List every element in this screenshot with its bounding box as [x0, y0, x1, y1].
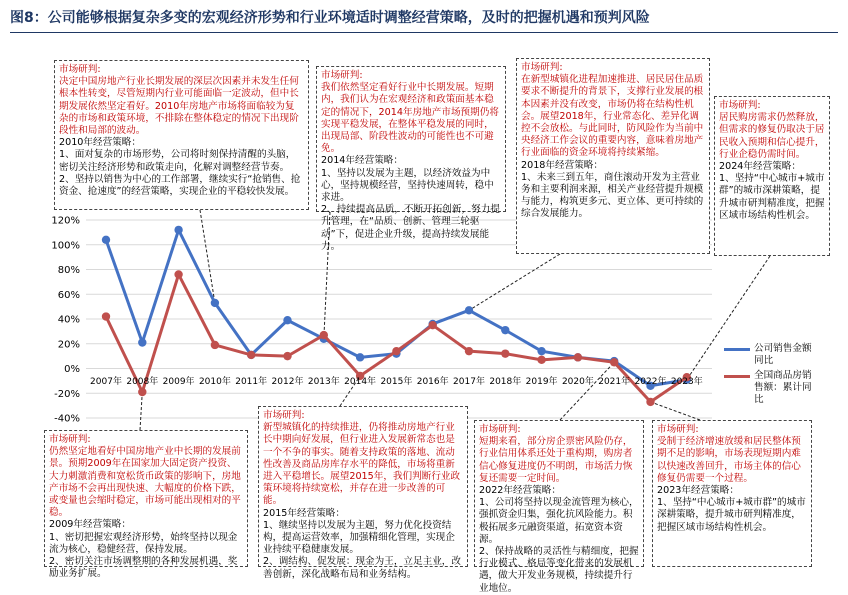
legend-label: 全国商品房销售额：累计同比 [754, 370, 812, 405]
x-tick-label: 2007年 [90, 377, 122, 387]
annotation-tag: 市场研判: [657, 424, 699, 435]
annotation-strategy-item: 2、保持战略的灵活性与精细度，把握行业模式、格局等变化带来的发展机遇，做大开发业务规模，持续提升行业地位。 [479, 546, 639, 594]
connector-line [140, 392, 142, 430]
x-tick-label: 2009年 [162, 377, 195, 387]
data-point [465, 306, 473, 314]
legend-label: 公司销售金额同比 [754, 343, 812, 366]
annotation-judgement: 受制于经济增速放缓和居民整体预期不足的影响，市场表现短期内难以快速改善回升，市场主体的信心修复仍需要一个过程。 [657, 436, 801, 484]
data-point [501, 326, 509, 334]
annotation-judgement: 仍然坚定地看好中国房地产业中长期的发展前景。预期2009年在国家加大固定资产投资、大力刺激消费和宽松货币政策的影响下，房地产市场不会再出现快速、大幅度的价格下跌，或变量也会缩时稳定，市场可能出现相对的平稳。 [49, 446, 241, 519]
x-tick-label: 2020年 [561, 377, 594, 387]
annotation-box-2022 [474, 420, 644, 594]
y-tick-labels [51, 216, 80, 425]
data-point [174, 226, 182, 234]
x-tick-label: 2023年 [670, 377, 703, 387]
y-tick-label: -40% [54, 413, 80, 425]
data-point [574, 353, 582, 361]
annotation-judgement: 我们依然坚定看好行业中长期发展。短期内，我们认为在宏观经济和政策面基本稳定的情况下，2014年房地产市场预期仍将实现平稳发展，在整体平稳发展的同时，出现局部、阶段性波动的可能性也不可避免。 [321, 82, 499, 155]
annotation-judgement: 居民购房需求仍然释放，但需求的修复仍取决于居民收入预期和信心提升，行业企稳仍需时间。 [719, 112, 825, 160]
data-point [283, 316, 291, 324]
annotation-tag: 市场研判: [719, 100, 761, 111]
x-tick-label: 2021年 [598, 377, 631, 387]
annotation-strategy-item: 1、未来三到五年，商住滚动开发为主营业务和主要利润来源，相关产业经营提升规模与能力，构筑更多元、更立体、更可持续的综合发展能力。 [521, 171, 704, 220]
y-tick-label: 40% [57, 314, 80, 326]
annotation-strategy-title: 2015年经营策略： [263, 507, 345, 519]
legend-item-company [724, 343, 820, 367]
annotation-tag: 市场研判: [49, 434, 91, 445]
connector-line [560, 362, 614, 420]
annotation-strategy-item: 1、密切把握宏观经济形势，始终坚持以现金流为核心，稳健经营，保持发展。 [49, 531, 238, 555]
annotation-tag: 市场研判: [321, 70, 363, 81]
y-tick-label: 100% [51, 240, 80, 252]
annotation-strategy-item: 2、持续提高品质，不断开拓创新，努力提升管理，在“品质、创新、管理三轮驱动”下，促进企业升级，提高持续发展能力。 [321, 204, 500, 252]
x-tick-label: 2013年 [307, 377, 340, 387]
annotation-tag: 市场研判: [263, 410, 305, 421]
annotation-box-2024 [714, 96, 830, 256]
annotation-strategy-title: 2022年经营策略： [479, 485, 561, 497]
annotation-strategy-title: 2024年经营策略： [719, 161, 801, 173]
annotation-strategy-item: 1、公司将坚持以现金流管理为核心，强抓资金归集，强化抗风险能力。积极拓展多元融资渠道，拓宽资本资源。 [479, 497, 639, 545]
annotation-box-2009 [44, 430, 248, 580]
y-tick-label: 120% [51, 215, 80, 227]
data-point [211, 299, 219, 307]
annotation-strategy-item: 1、继续坚持以发展为主题，努力优化投资结构，提高运营效率，加强精细化管理，实现企业持续平稳健康发展。 [263, 519, 455, 556]
annotation-box-2014 [316, 66, 506, 252]
data-point [610, 358, 618, 366]
annotation-box-2023 [652, 420, 812, 567]
data-point [356, 353, 364, 361]
data-point [537, 356, 545, 364]
y-tick-label: 60% [57, 289, 80, 301]
data-point [320, 331, 328, 339]
x-tick-label: 2010年 [198, 377, 231, 387]
annotation-strategy-item: 1、面对复杂的市场形势，公司将时刻保持清醒的头脑，密切关注经济形势和政策走向，化解对调整经营节奏。 [59, 149, 296, 173]
x-tick-labels [90, 375, 703, 387]
legend-item-national [724, 370, 820, 406]
x-tick-label: 2022年 [634, 377, 667, 387]
legend-swatch-national [724, 375, 750, 378]
annotation-box-2018 [516, 58, 710, 254]
x-tick-label: 2014年 [344, 377, 377, 387]
annotation-judgement: 短期来看，部分房企票密风险仍存，行业信用体系还处于重构期，购房者信心修复进度仍不明朗，市场活力恢复还需要一定时间。 [479, 436, 633, 484]
annotation-strategy-title: 2023年经营策略： [657, 485, 739, 497]
annotation-strategy-title: 2010年经营策略： [59, 137, 141, 149]
data-point [646, 398, 654, 406]
x-tick-label: 2011年 [235, 377, 268, 387]
data-point [211, 341, 219, 349]
data-point [429, 321, 437, 329]
legend-swatch-company [724, 348, 750, 351]
annotation-box-2015 [258, 406, 468, 580]
y-tick-label: 80% [57, 265, 80, 276]
annotation-strategy-item: 2、调结构、促发展：现金为王，立足主业，改善创新，深化战略布局和业务结构。 [263, 556, 461, 580]
connector-line [651, 402, 701, 420]
data-point [392, 347, 400, 355]
annotation-judgement: 新型城镇化的持续推进，仍将推动房地产行业长中期向好发展，但行业进入发展新常态也是一个不争的事实。随着支持政策的落地、流动性改善及商品房库存水平的降低，市场将重新进入平稳增长。展望2015年，我们判断行业政策环境将持续宽松，并存在进一步改善的可能。 [263, 422, 461, 507]
annotation-tag: 市场研判: [59, 64, 101, 75]
data-point [283, 352, 291, 360]
data-point [138, 388, 146, 396]
annotation-strategy-item: 1、坚持“中心城市+城市群”的城市深耕策略，提升城市研判精准度，把握区域市场结构性机会。 [719, 173, 825, 221]
y-tick-label: -20% [54, 388, 80, 400]
annotation-judgement: 决定中国房地产行业长期发展的深层次因素并未发生任何根本性转变，尽管短期内行业可能面临一定波动，但中长期发展依然坚定看好。2010年房地产市场将面临较为复杂的市场和政策环境，不排除在整体稳定的情况下出现阶段性和局部的波动。 [59, 76, 299, 137]
annotation-strategy-title: 2009年经营策略： [49, 519, 131, 531]
annotation-tag: 市场研判: [521, 62, 563, 73]
annotation-strategy-item: 1、坚持“中心城市+城市群”的城市深耕策略，提升城市研判精准度，把握区域市场结构性机会。 [657, 497, 806, 533]
annotation-strategy-item: 2、坚持以销售为中心的工作部署，继续实行“抢销售、抢资金、抢速度”的经营策略，实现企业的平稳较快发展。 [59, 173, 301, 198]
annotation-strategy-title: 2014年经营策略： [321, 155, 403, 167]
connector-line [469, 254, 560, 310]
data-point [247, 351, 255, 359]
data-point [501, 349, 509, 357]
x-tick-label: 2019年 [525, 377, 558, 387]
annotation-strategy-title: 2018年经营策略： [521, 159, 603, 171]
annotation-tag: 市场研判: [479, 424, 521, 435]
annotation-box-2010 [54, 60, 309, 210]
annotation-judgement: 在新型城镇化进程加速推进、居民居住品质要求不断提升的背景下，支撑行业发展的根本因素并没有改变，市场仍将在结构性机会。展望2018年，行业常态化、差异化调控不会放松。与此同时，防风险作为当前中央经济工作会议的重要内容，意味着房地产行业面临的资金环境将持续紧缩。 [521, 74, 704, 159]
data-point [102, 236, 110, 244]
x-tick-label: 2008年 [126, 377, 159, 387]
x-tick-label: 2016年 [416, 377, 449, 387]
x-tick-label: 2015年 [380, 377, 413, 387]
data-point [174, 270, 182, 278]
data-point [138, 338, 146, 346]
data-point [465, 347, 473, 355]
data-point [537, 347, 545, 355]
data-point [102, 312, 110, 320]
x-tick-label: 2017年 [453, 377, 485, 387]
figure-title: 图8：公司能够根据复杂多变的宏观经济形势和行业环境适时调整经营策略，及时的把握机遇和预判风险 [10, 10, 650, 26]
x-tick-label: 2012年 [271, 377, 304, 387]
annotation-strategy-item: 1、坚持以发展为主题，以经济效益为中心，坚持规模经营，坚持快速周转，稳中求进。 [321, 167, 494, 204]
y-tick-label: 0% [64, 364, 80, 375]
x-tick-label: 2018年 [489, 377, 522, 387]
annotation-strategy-item: 2、密切关注市场调整期的各种发展机遇，奖励业务扩展。 [49, 556, 238, 580]
y-tick-label: 20% [57, 339, 80, 351]
